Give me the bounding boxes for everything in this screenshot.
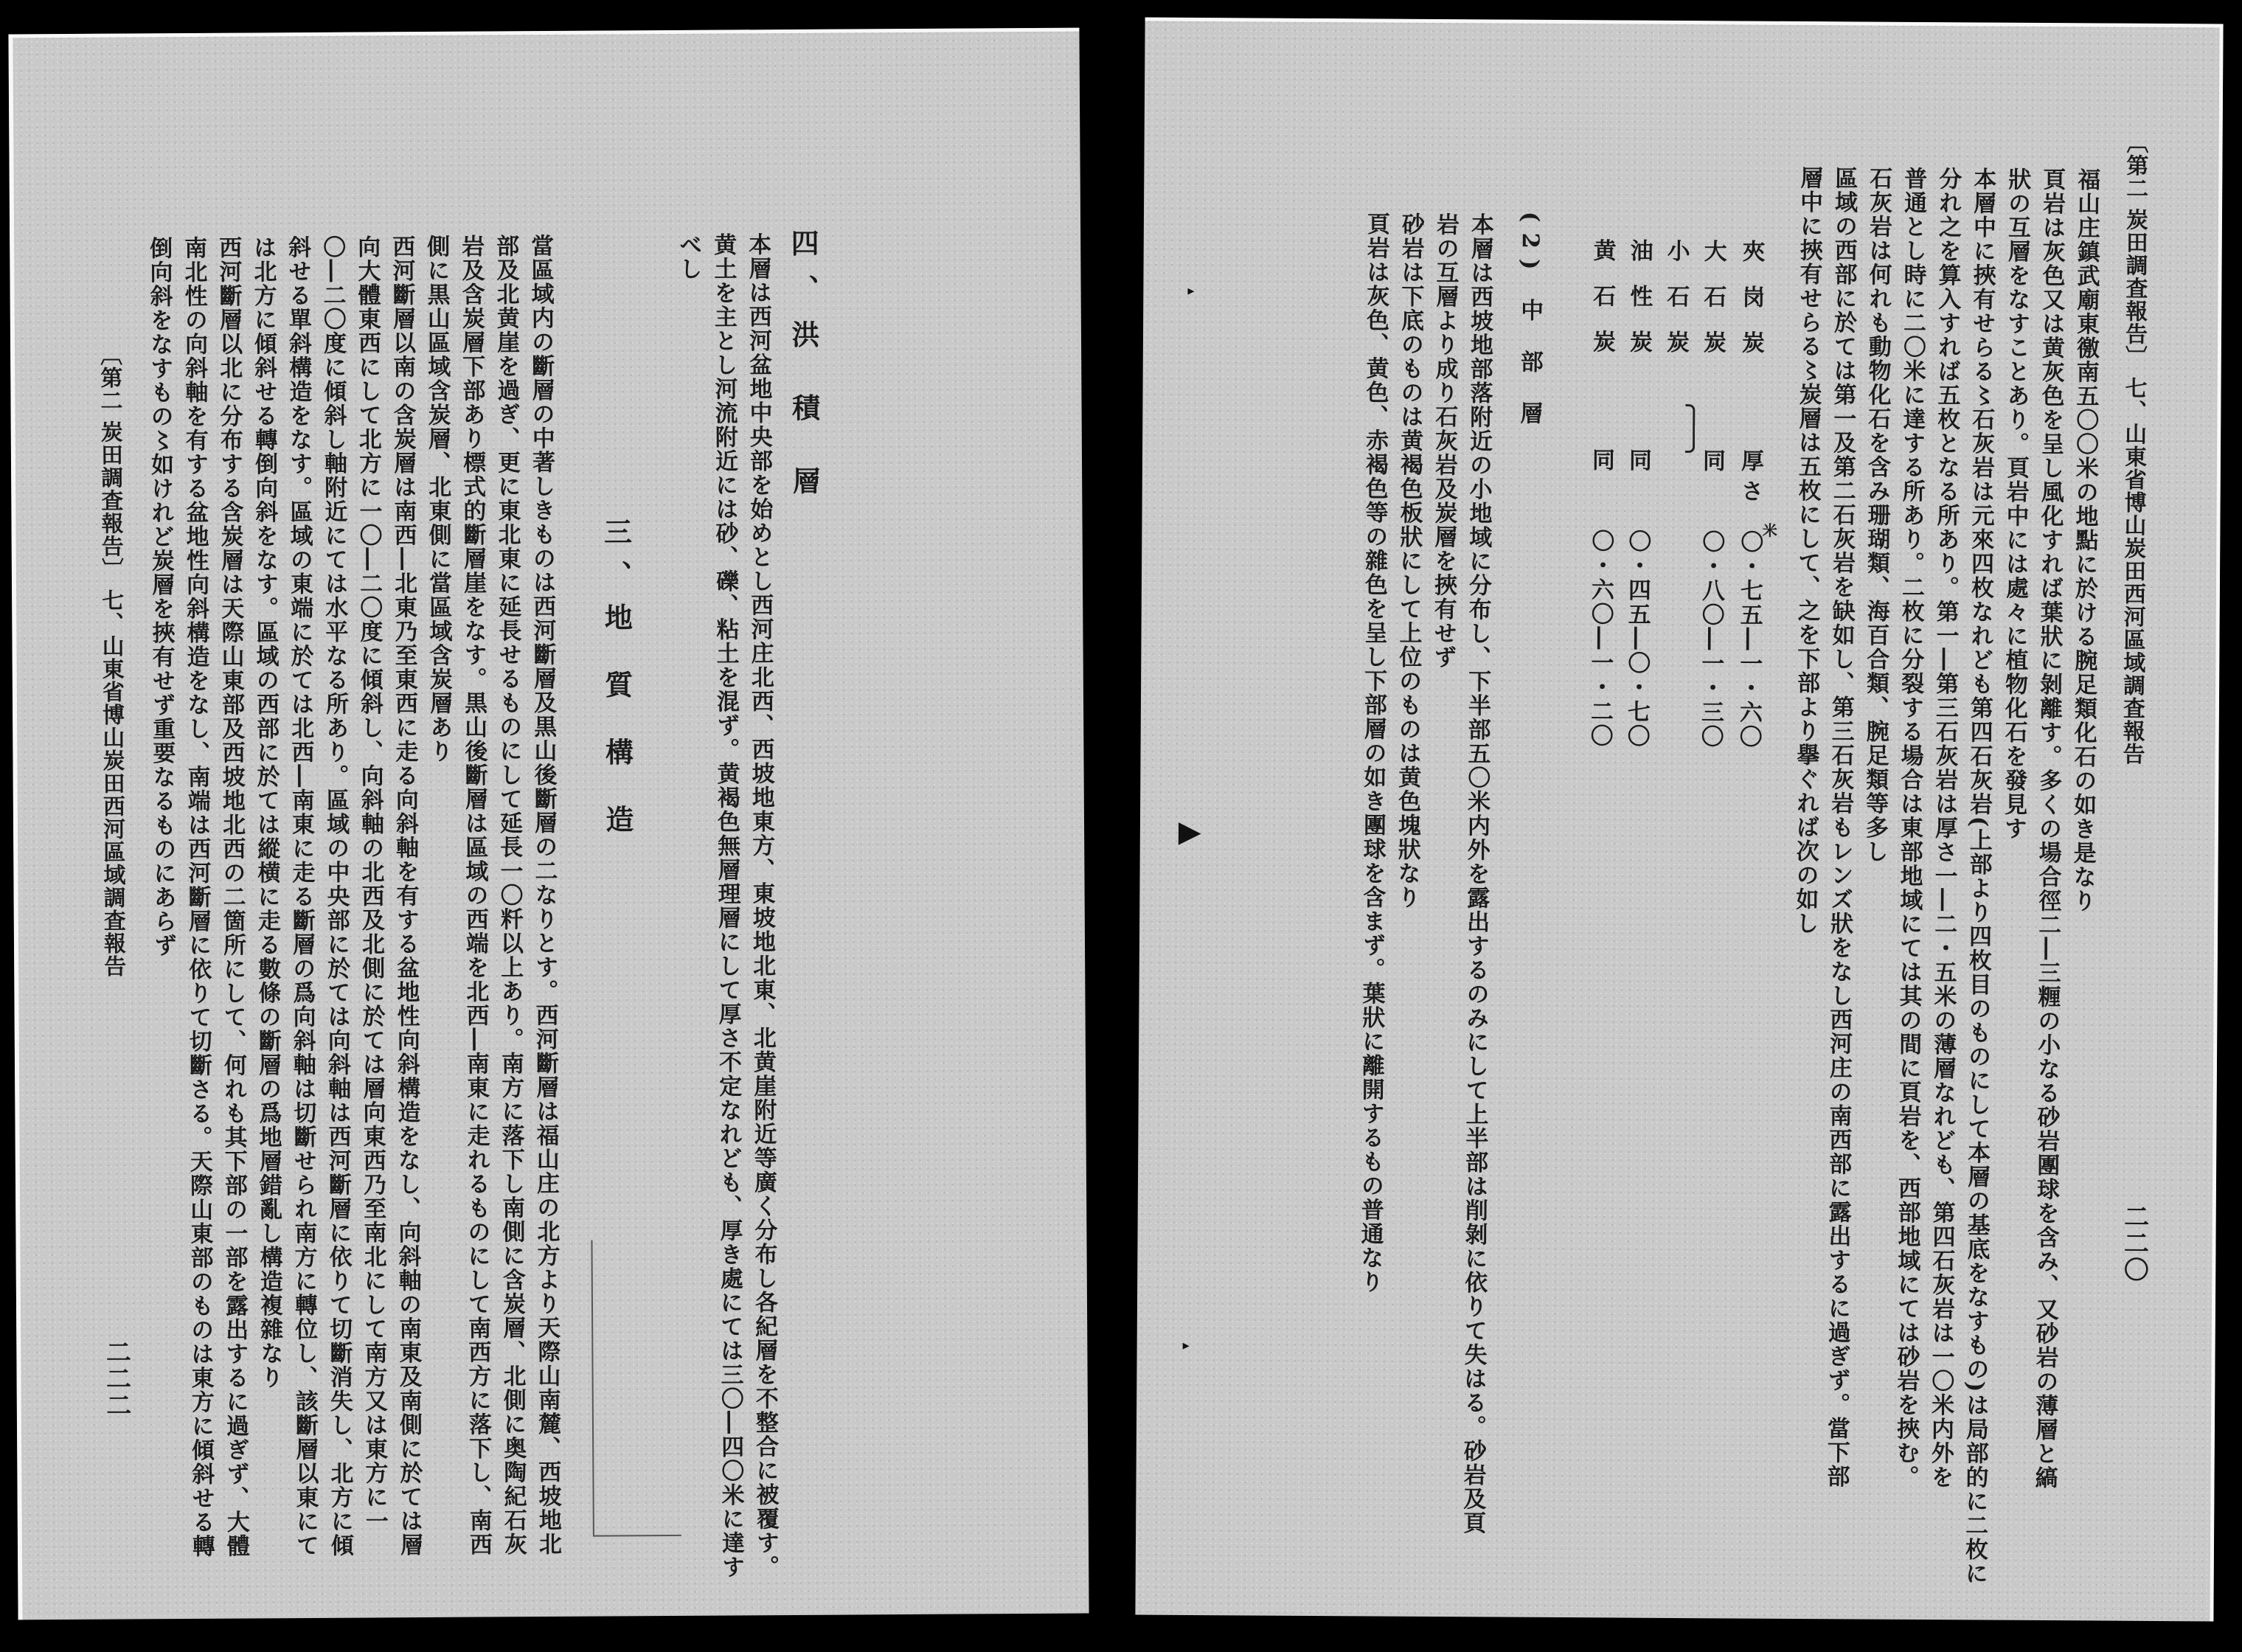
body-line: 本層は西河盆地中央部を始めとし西河庄北西、西坡地東方、東坡地北東、北黄崖附近等廣く分布し各紀層を不整合に被覆す。: [744, 232, 780, 1579]
scan-mark-icon: ▶: [1178, 813, 1201, 850]
body-line: 斜せる單斜構造をなす。區域の東端に於ては北西―南東に走る斷層の爲向斜軸は切斷せられ南方に轉位し、該斷層以東にて: [284, 235, 319, 1558]
body-line: 砂岩は下底のものは黄褐色板狀にして上位のものは黄色塊狀なり: [1393, 212, 1425, 910]
body-line: 本層は西坡地部落附近の小地域に分布し、下半部五〇米内外を露出するのみにして上半部は削剝に依りて失はる。砂岩及頁: [1459, 212, 1494, 1535]
coal-seam-label: 同: [1587, 448, 1615, 479]
body-line: 石灰岩は何れも動物化石を含み珊瑚類、海百合類、腕足類等多し: [1861, 166, 1892, 864]
body-line: 倒向斜をなすもの〻如けれど炭層を挾有せず重要なるものにあらず: [145, 236, 177, 958]
coal-seam-label: 同: [1698, 448, 1726, 479]
body-line: 西河斷層以南の含炭層は南西―北東乃至東西に走る向斜軸を有する盆地性向斜構造をなし、向斜軸の南東及南側に於ては層: [388, 235, 423, 1558]
header-title: 〔第二 炭田調査報告〕 七、山東省博山炭田西河區域調査報告: [2118, 131, 2148, 766]
page-number: 二二〇: [2119, 1203, 2149, 1283]
body-line: 區域の西部に於ては第一及第二石灰岩を缺如し、第三石灰岩もレンズ狀をなし西河庄の南西部に露出するに過ぎず。當下部: [1822, 166, 1858, 1489]
coal-seam-label: 同: [1624, 448, 1652, 479]
body-line: 向大體東西にして北方に一〇―二〇度に傾斜し、向斜軸の北西及北側に於ては層向東西乃至南北にして南方又は東方に一: [353, 235, 388, 1533]
coal-seam-name: 油 性 炭: [1625, 238, 1653, 361]
page-edge: [8, 34, 22, 1620]
body-line: べし: [675, 232, 702, 282]
body-line: 福山庄鎮武廟東徼南五〇〇米の地點に於ける腕足類化石の如き是なり: [2069, 167, 2100, 914]
page-edge: [8, 28, 1079, 38]
page-number: 二二二: [101, 1339, 131, 1419]
footer-title: 〔第二 炭田調査報告〕 七、山東省博山炭田西河區域調査報告: [96, 343, 126, 978]
coal-seam-name: 黄 石 炭: [1588, 238, 1616, 361]
body-line: 當區域内の斷層の中著しきものは西河斷層及黒山後斷層の二なりとす。西河斷層は福山庄の北方より天際山南麓、西坡地北: [527, 233, 562, 1557]
body-line: 普通とし時に二〇米に達する所あり。二枚に分裂する場合は東部地域にては其の間に頁岩を、西部地域にては砂岩を挾む。: [1892, 166, 1927, 1489]
body-line: 黄土を主とし河流附近には砂、礫、粘土を混ず。黄褐色無層理層にして厚さ不定なれども、厚き處にては三〇―四〇米に達す: [709, 232, 745, 1580]
body-line: 層中に挾有せらる〻炭層は五枚にして、之を下部より擧ぐれば次の如し: [1791, 165, 1823, 936]
coal-seam-thickness: 〇・七五―一・六〇: [1735, 530, 1763, 749]
body-line: 岩及含炭層下部あり標式的斷層崖をなす。黒山後斷層は區域の西端を北西―南東に走れるものにして南西方に落下し、南西: [457, 234, 493, 1557]
body-line: は北方に傾斜せる轉倒向斜をなす。區域の西部に於ては縱横に走る數條の斷層の爲地層錯亂し構造複雜なり: [249, 235, 283, 1390]
body-line: 西河斷層以北に分布する含炭層は天際山東部及西坡地北西の二箇所にして、何れも其下部の一部を露出するに過ぎず、大體: [215, 235, 250, 1558]
subsection-label: (2) 中 部 層: [1516, 211, 1544, 435]
body-line: 分れ之を算入すれば五枚となる所あり。第一―第三石灰岩は厚さ一―二・五米の薄層なれども、第四石灰岩は一〇米内外を: [1926, 167, 1962, 1490]
coal-seam-name: 大 石 炭: [1698, 239, 1726, 361]
coal-seam-name: 小 石 炭: [1662, 238, 1690, 361]
section-heading: 三、地 質 構 造: [599, 517, 635, 848]
left-page: [8, 28, 1089, 1620]
divider-line: [593, 1535, 681, 1537]
coal-seam-name: 夾 岗 炭: [1737, 239, 1765, 361]
body-line: 部及北黄崖を過ぎ、更に東北東に延長せるものにして延長一〇粁以上あり。南方に落下し南側に含炭層、北側に奥陶紀石灰: [492, 234, 527, 1557]
coal-seam-thickness: 〇・四五―〇・七〇: [1622, 529, 1651, 749]
unit-label: 米: [1760, 522, 1778, 545]
body-line: 頁岩は灰色又は黄灰色を呈し風化すれば葉狀に剝離す。多くの場合徑二―三糎の小なる砂岩團球を含み、又砂岩の薄層と縞: [2030, 167, 2066, 1490]
body-line: 頁岩は灰色、黄色、赤褐色等の雜色を呈し下部層の如き團球を含まず。葉狀に離開するもの普通なり: [1356, 212, 1390, 1294]
right-page: [1135, 18, 2223, 1622]
body-line: 側に黒山區域含炭層、北東側に當區域含炭層あり: [423, 234, 453, 764]
scan-mark-icon: ▸: [1182, 1337, 1190, 1353]
body-line: 〇―二〇度に傾斜し軸附近にては水平なる所あり。區域の中央部に於ては向斜軸は西河斷層に依りて切斷消失し、北方に傾: [319, 235, 354, 1558]
coal-seam-thickness: 〇・六〇―一・二〇: [1586, 529, 1614, 749]
body-line: 狀の互層をなすことあり。頁岩中には處々に植物化石を發見す: [1999, 167, 2031, 841]
page-edge: [1145, 18, 2224, 28]
subsection-heading: 四、洪 積 層: [786, 228, 822, 513]
bracket: [1685, 404, 1695, 453]
body-line: 南北性の向斜軸を有する盆地性向斜構造をなし、南端は西河斷層に依りて切斷さる。天際山東部のものは東方に傾斜せる轉: [180, 235, 215, 1559]
scan-mark-icon: ▸: [1187, 282, 1195, 299]
divider-line: [591, 1240, 594, 1535]
body-line: 本層中に挾有せらる〻石灰岩は元來四枚なれども第四石灰岩(上部より四枚目のものにして本層の基底をなすもの)は局部的に二枚に: [1960, 167, 1996, 1586]
coal-seam-thickness: 〇・八〇―一・三〇: [1696, 530, 1725, 749]
coal-seam-label: 厚さ: [1736, 448, 1764, 510]
body-line: 岩の互層より成り石灰岩及炭層を挾有せず: [1429, 212, 1460, 670]
page-edge: [2210, 24, 2223, 1621]
